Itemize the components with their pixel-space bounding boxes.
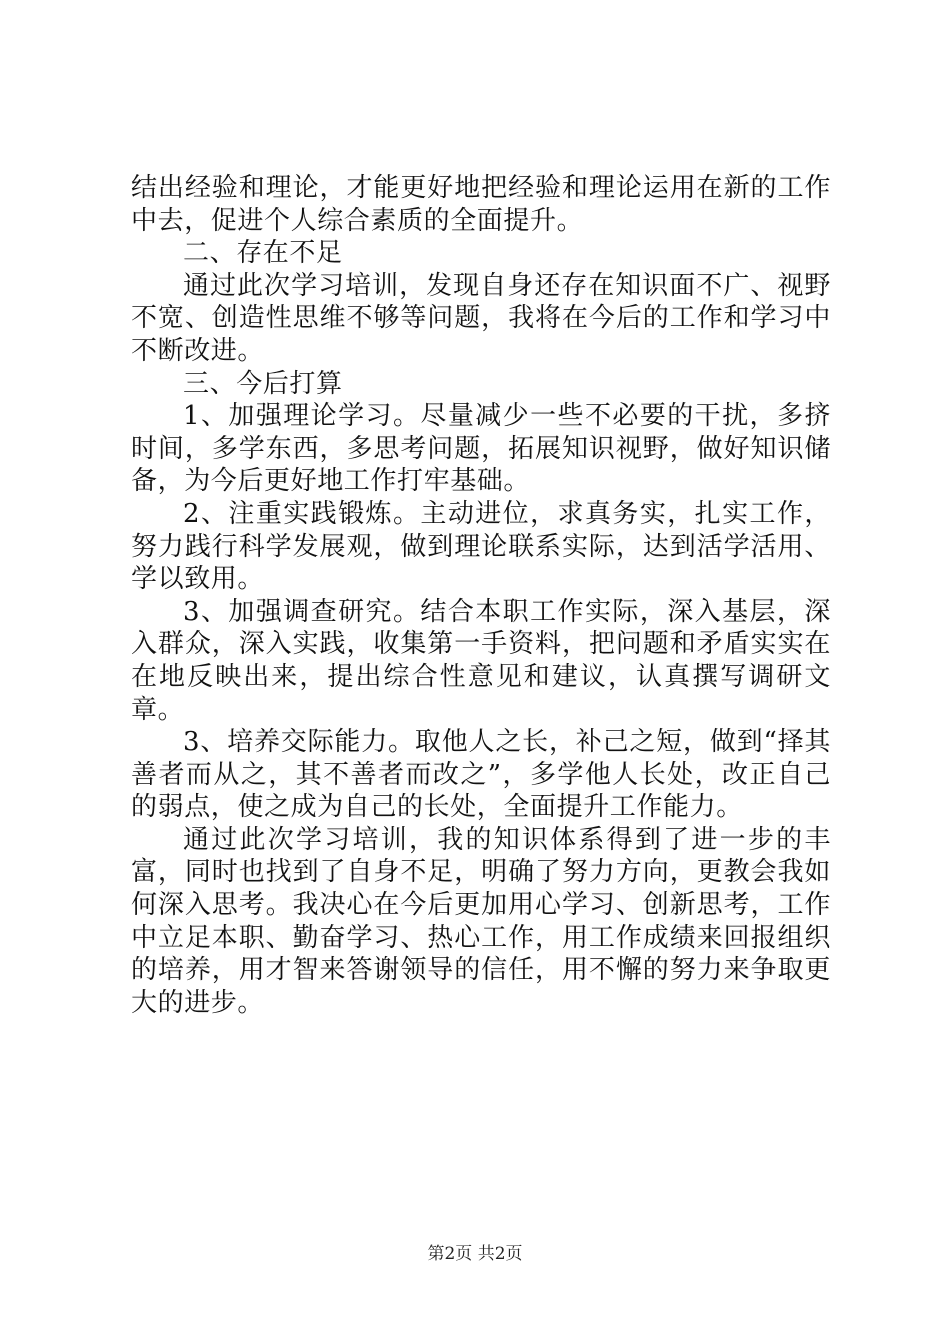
plan-item-theory-study: 1、加强理论学习。尽量减少一些不必要的干扰，多挤时间，多学东西，多思考问题，拓展知识视野，做好知识储备，为今后更好地工作打牢基础。 [131,401,831,497]
page-number-footer: 第2页 共2页 [427,1244,523,1264]
plan-item-practice: 2、注重实践锻炼。主动进位，求真务实，扎实工作，努力践行科学发展观，做到理论联系实际，达到活学活用、学以致用。 [131,498,831,595]
plan-item-communication: 3、培养交际能力。取他人之长，补己之短，做到“择其善者而从之，其不善者而改之”，多学他人长处，改正自己的弱点，使之成为自己的长处，全面提升工作能力。 [131,727,831,823]
paragraph-shortcomings: 通过此次学习培训，发现自身还存在知识面不广、视野不宽、创造性思维不够等问题，我将在今后的工作和学习中不断改进。 [131,270,831,366]
section-heading-shortcomings: 二、存在不足 [183,238,343,269]
section-heading-plans: 三、今后打算 [183,368,343,399]
document-body [131,172,831,1019]
paragraph-conclusion: 通过此次学习培训，我的知识体系得到了进一步的丰富，同时也找到了自身不足，明确了努力方向，更教会我如何深入思考。我决心在今后更加用心学习、创新思考，工作中立足本职、勤奋学习、热心工作，用工作成绩来回报组织的培养，用才智来答谢领导的信任，用不懈的努力来争取更大的进步。 [131,824,831,1018]
plan-item-research: 3、加强调查研究。结合本职工作实际，深入基层，深入群众，深入实践，收集第一手资料，把问题和矛盾实实在在地反映出来，提出综合性意见和建议，认真撰写调研文章。 [131,596,831,725]
paragraph-continuation: 结出经验和理论，才能更好地把经验和理论运用在新的工作中去，促进个人综合素质的全面提升。 [131,173,831,236]
